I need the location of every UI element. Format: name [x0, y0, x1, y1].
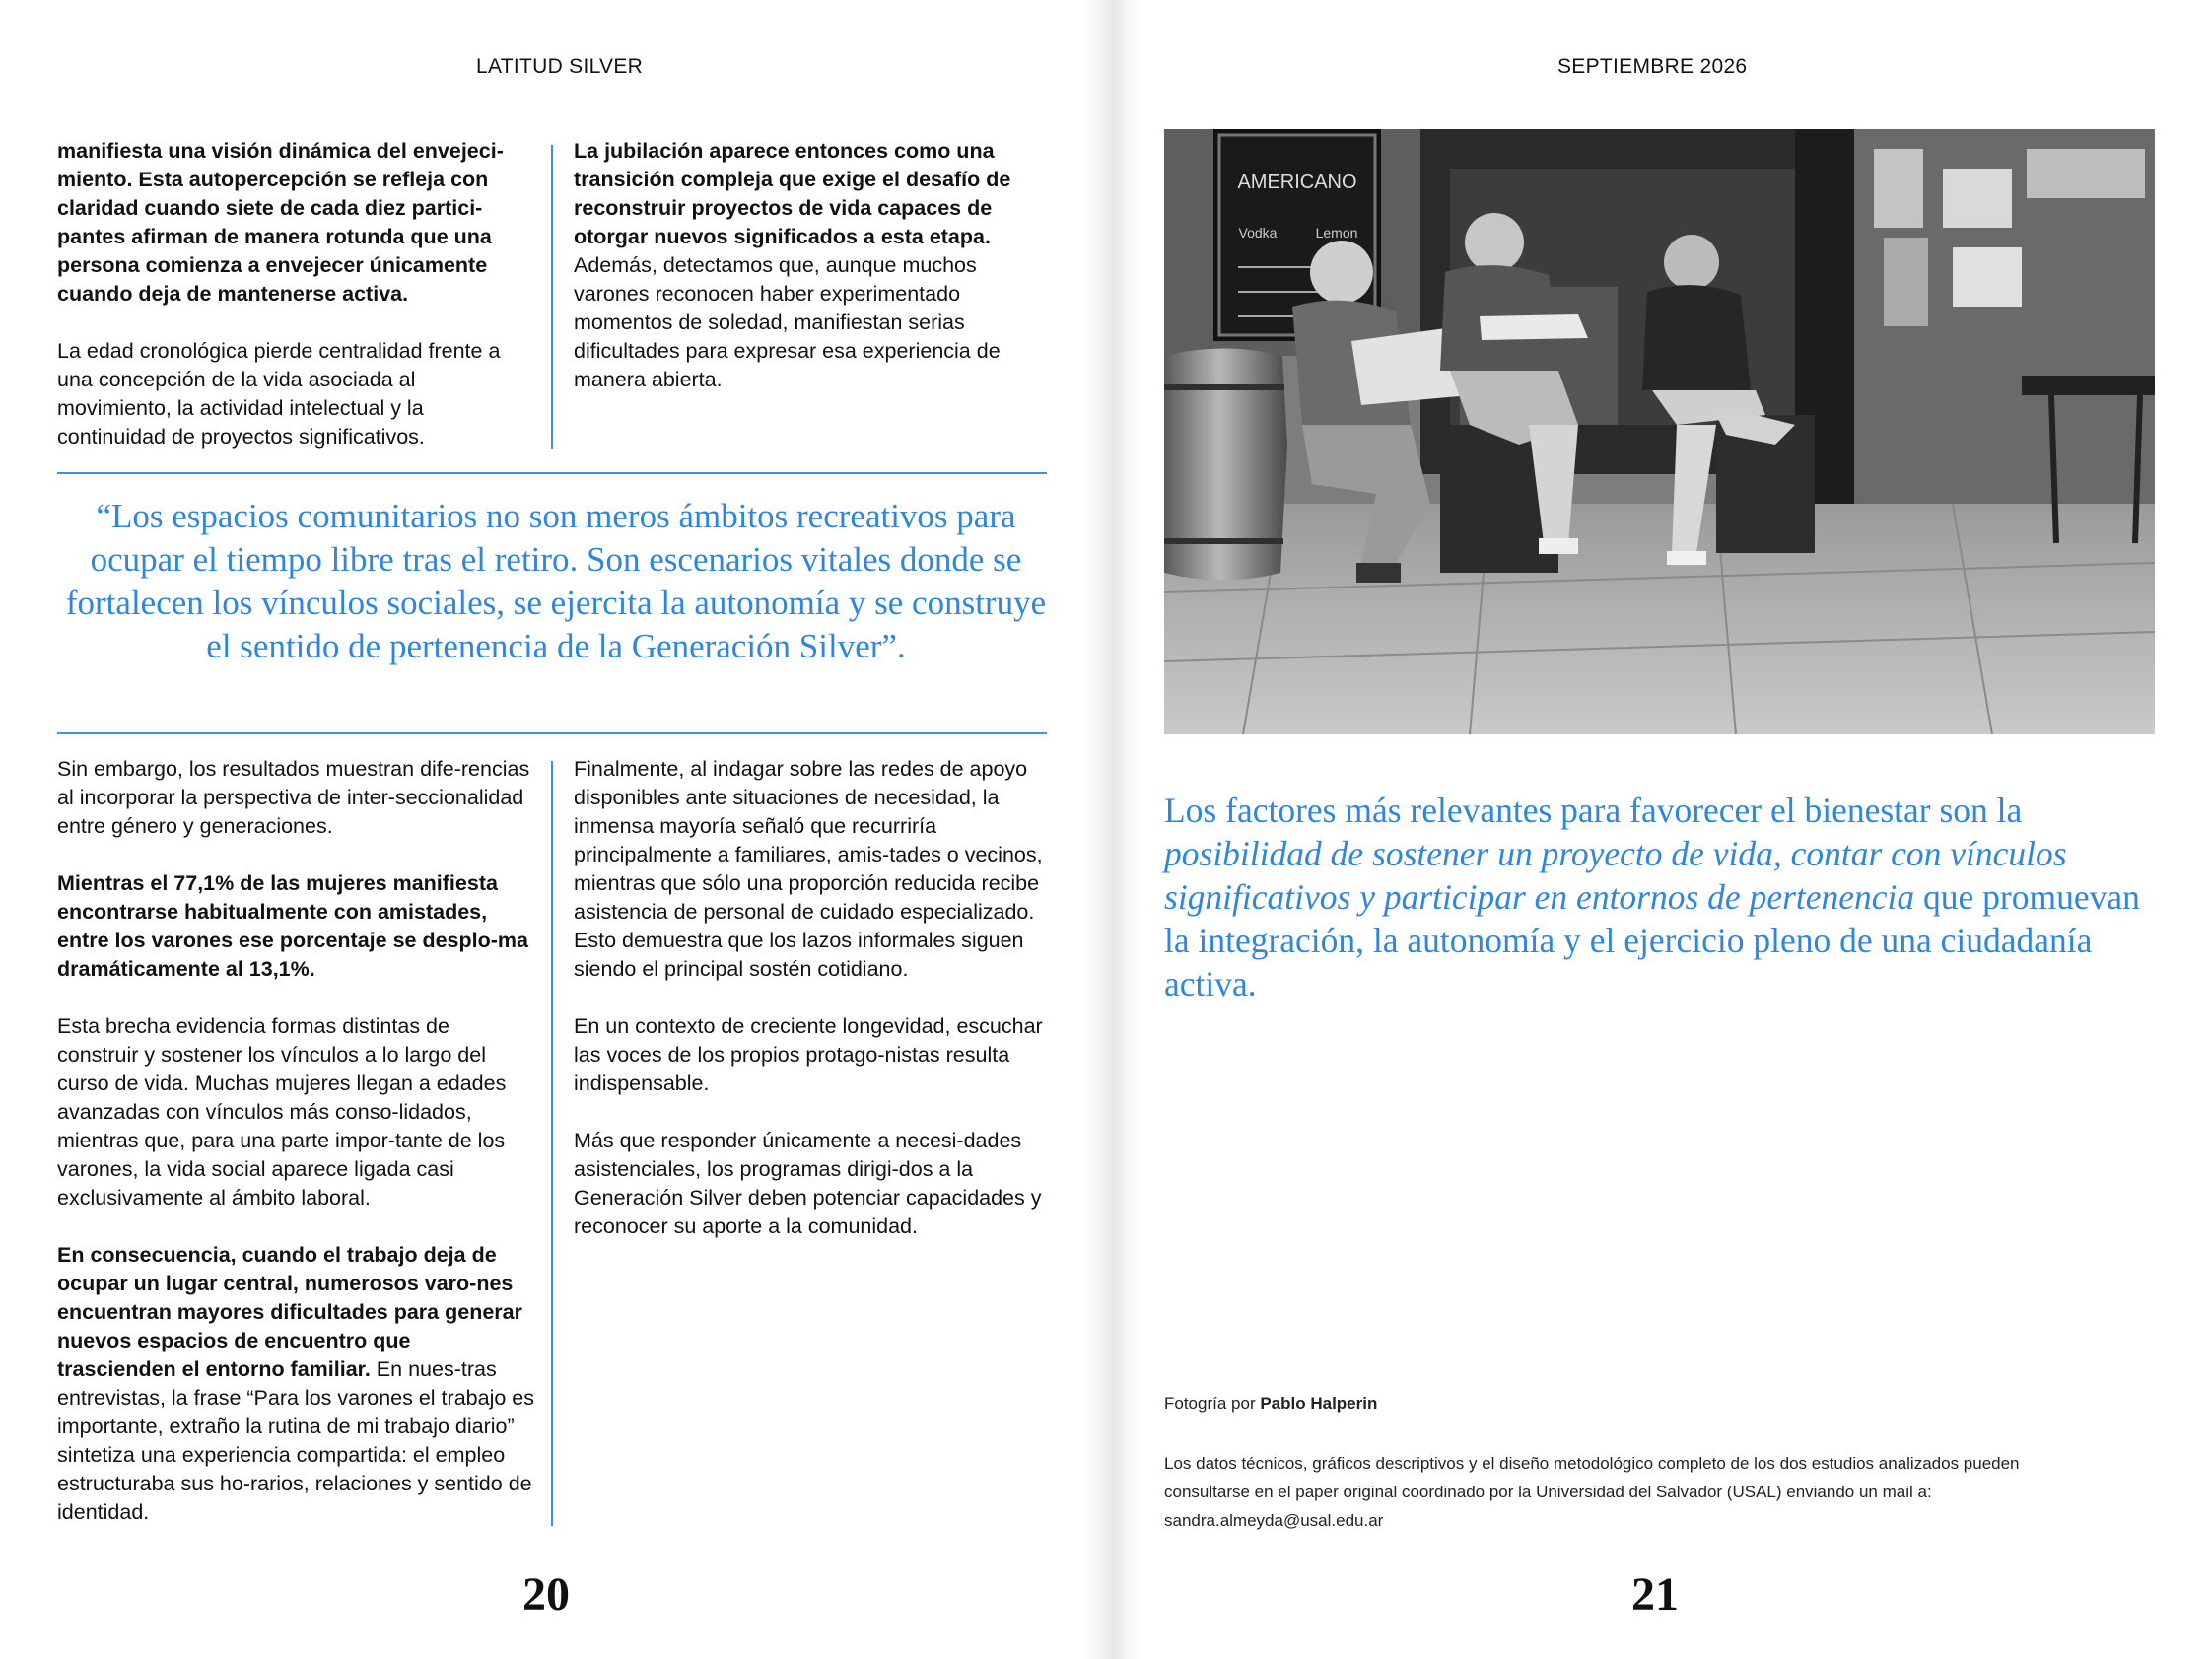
- footnote: Los datos técnicos, gráficos descriptivos y el diseño metodológico completo de los dos estudios analizados pueden consultarse en el paper original coordinado por la Universidad del Salvador (USAL) enviando un mail a: sandra.almeyda@usal.edu.ar: [1164, 1454, 2020, 1530]
- blurb-italic-text: posibilidad de sostener un proyecto de vida, contar con vínculos significativos y participar en entornos de pertenencia: [1164, 834, 2067, 917]
- column-1-bottom: [57, 755, 535, 1527]
- column-divider-bottom: [551, 761, 553, 1526]
- running-head-left: LATITUD SILVER: [476, 55, 644, 78]
- pullquote-rule-top: [57, 472, 1047, 474]
- credit-prefix: Fotogría por: [1164, 1394, 1261, 1413]
- running-head-right: SEPTIEMBRE 2026: [1557, 55, 1748, 78]
- photo-credit: [1164, 1394, 1377, 1414]
- paragraph: Más que responder únicamente a necesi-dades asistenciales, los programas dirigi-dos a la Generación Silver deben potenciar capacidades y reconocer su aporte a la comunidad.: [574, 1129, 1042, 1238]
- spine-shadow: [1084, 0, 1143, 1659]
- paragraph: Sin embargo, los resultados muestran dife-rencias al incorporar la perspectiva de inter-seccionalidad entre género y generaciones.: [57, 757, 530, 838]
- paragraph-text: En nues-tras entrevistas, la frase “Para los varones el trabajo es importante, extraño la rutina de mi trabajo diario” sintetiza una experiencia compartida: el empleo estructuraba sus ho-rarios, relaciones y sentido de identidad.: [57, 1357, 534, 1524]
- paragraph: [574, 137, 1047, 394]
- column-2-top: [574, 137, 1047, 394]
- bold-lead: La jubilación aparece entonces como una transición compleja que exige el desafío de reconstruir proyectos de vida capaces de otorgar nuevos significados a esta etapa.: [574, 139, 1011, 248]
- column-2-bottom: [574, 755, 1047, 1241]
- paragraph: Esta brecha evidencia formas distintas de construir y sostener los vínculos a lo largo del curso de vida. Muchas mujeres llegan a edades avanzadas con vínculos más conso-lidados, mientras que, para una parte impor-tante de los varones, la vida social aparece ligada casi exclusivamente al ámbito laboral.: [57, 1014, 507, 1210]
- blurb-text: que promuevan la integración, la autonomía y el ejercicio pleno de una ciudadanía activa.: [1164, 877, 2140, 1003]
- paragraph: [57, 137, 535, 309]
- pullquote-rule-bottom: [57, 732, 1047, 734]
- cafe-photo: [1164, 129, 2155, 734]
- blurb-text: Los factores más relevantes para favorecer el bienestar son la: [1164, 791, 2023, 830]
- bold-lead: manifiesta una visión dinámica del envejeci-miento. Esta autopercepción se refleja con claridad cuando siete de cada diez partici-pantes afirman de manera rotunda que una persona comienza a envejecer únicamente cuando deja de mantenerse activa.: [57, 139, 504, 306]
- paragraph: [57, 869, 535, 984]
- paragraph: La edad cronológica pierde centralidad frente a una concepción de la vida asociada al movimiento, la actividad intelectual y la continuidad de proyectos significativos.: [57, 339, 501, 449]
- sign-text-3: Lemon: [1315, 225, 1358, 241]
- highlight-blurb: [1164, 789, 2150, 1005]
- paragraph: [57, 1241, 535, 1527]
- page-number-left: 20: [522, 1568, 570, 1621]
- pull-quote: “Los espacios comunitarios no son meros ámbitos recreativos para ocupar el tiempo libre tras el retiro. Son escenarios vitales donde se fortalecen los vínculos sociales, se ejercita la autonomía y se construye el sentido de pertenencia de la Generación Silver”.: [65, 497, 1047, 665]
- bold-lead: En consecuencia, cuando el trabajo deja de ocupar un lugar central, numerosos varo-nes encuentran mayores dificultades para generar nuevos espacios de encuentro que trascienden el entorno familiar.: [57, 1243, 522, 1381]
- paragraph: En un contexto de creciente longevidad, escuchar las voces de los propios protago-nistas resulta indispensable.: [574, 1014, 1043, 1095]
- column-1-top: [57, 137, 535, 451]
- sign-text-1: AMERICANO: [1237, 172, 1357, 193]
- bold-lead: Mientras el 77,1% de las mujeres manifiesta encontrarse habitualmente con amistades, entre los varones ese porcentaje se desplo-ma dramáticamente al 13,1%.: [57, 871, 528, 981]
- sign-text-2: Vodka: [1238, 225, 1278, 241]
- paragraph: Finalmente, al indagar sobre las redes de apoyo disponibles ante situaciones de necesidad, la inmensa mayoría señaló que recurriría principalmente a familiares, amis-tades o vecinos, mientras que sólo una proporción reducida recibe asistencia de personal de cuidado especializado. Esto demuestra que los lazos informales siguen siendo el principal sostén cotidiano.: [574, 757, 1043, 981]
- page-number-right: 21: [1631, 1568, 1679, 1621]
- cafe-photo-illustration: [1164, 129, 2155, 734]
- column-divider-top: [551, 145, 553, 449]
- paragraph-text: Además, detectamos que, aunque muchos varones reconocen haber experimentado momentos de soledad, manifiestan serias dificultades para expresar esa experiencia de manera abierta.: [574, 253, 1001, 391]
- photographer-name: Pablo Halperin: [1260, 1394, 1378, 1413]
